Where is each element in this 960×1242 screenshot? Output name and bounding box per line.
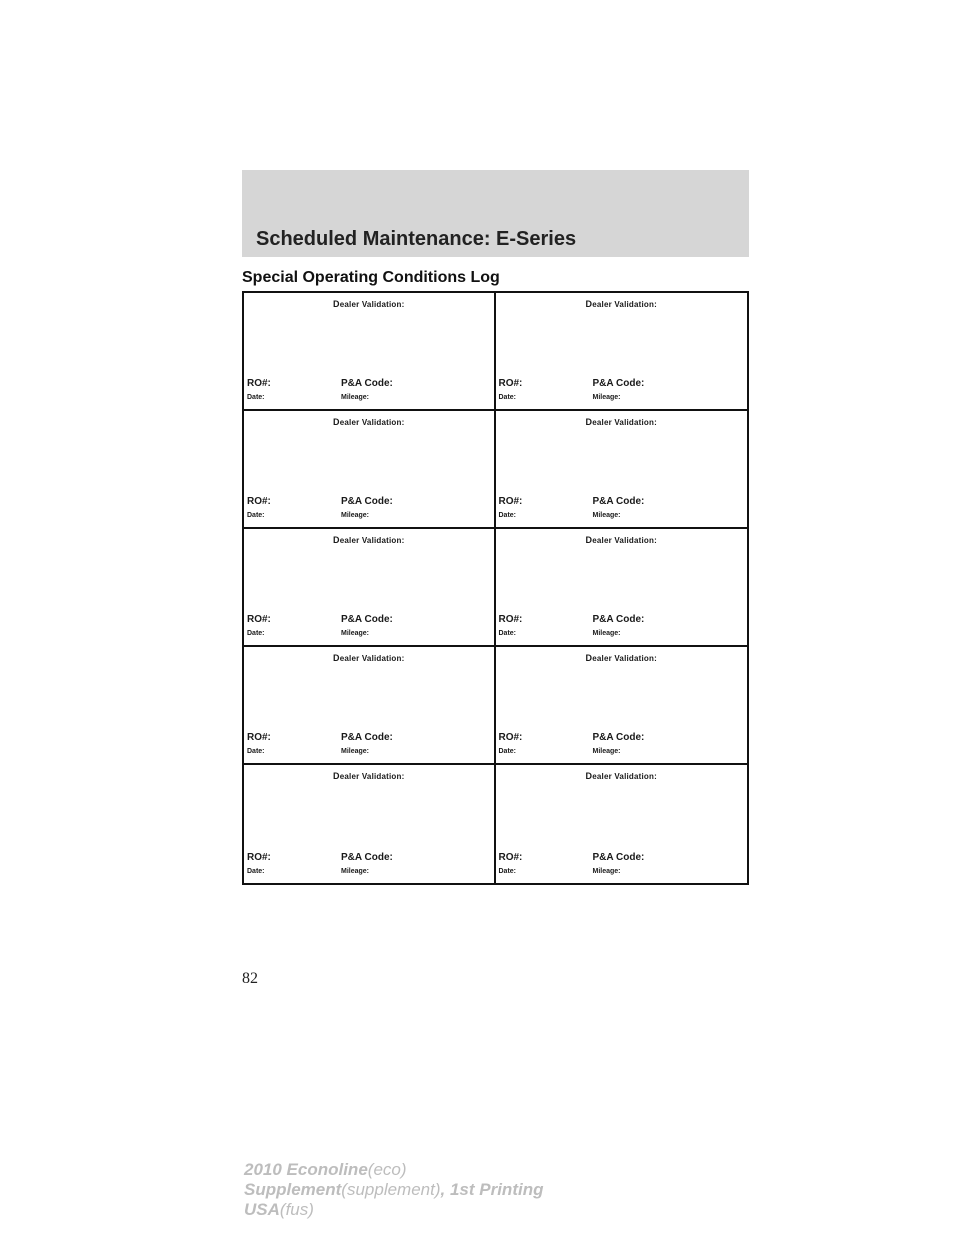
mileage-label: Mileage: — [341, 748, 370, 755]
pa-code-label: P&A Code: — [592, 378, 645, 389]
log-entry — [244, 411, 496, 529]
page-number: 82 — [242, 970, 258, 987]
dealer-validation-label: Dealer Validation: — [333, 299, 405, 309]
ro-label: RO#: — [247, 852, 271, 863]
footer-doc-code: (supplement) — [341, 1180, 441, 1199]
log-entry — [244, 293, 496, 411]
log-entry — [496, 293, 748, 411]
footer-market: USA — [244, 1200, 280, 1219]
footer-printing: , 1st Printing — [440, 1180, 544, 1199]
mileage-label: Mileage: — [341, 512, 370, 519]
ro-label: RO#: — [498, 496, 523, 507]
pa-code-label: P&A Code: — [341, 378, 393, 389]
pa-code-label: P&A Code: — [592, 496, 645, 507]
dealer-validation-label: Dealer Validation: — [333, 417, 405, 427]
mileage-label: Mileage: — [592, 512, 621, 519]
log-entry — [244, 765, 496, 883]
conditions-log-table — [242, 291, 749, 885]
pa-code-label: P&A Code: — [592, 732, 645, 743]
ro-label: RO#: — [498, 852, 523, 863]
date-label: Date: — [247, 394, 265, 401]
pa-code-label: P&A Code: — [592, 614, 645, 625]
pa-code-label: P&A Code: — [592, 852, 645, 863]
ro-label: RO#: — [498, 614, 523, 625]
ro-label: RO#: — [247, 614, 271, 625]
log-entry — [496, 529, 748, 647]
dealer-validation-label: Dealer Validation: — [585, 771, 657, 781]
mileage-label: Mileage: — [341, 868, 370, 875]
ro-label: RO#: — [247, 732, 271, 743]
pa-code-label: P&A Code: — [341, 614, 393, 625]
date-label: Date: — [247, 630, 265, 637]
ro-label: RO#: — [247, 496, 271, 507]
footer-model-code: (eco) — [367, 1160, 407, 1179]
log-entry — [244, 647, 496, 765]
date-label: Date: — [498, 512, 517, 519]
dealer-validation-label: Dealer Validation: — [333, 535, 405, 545]
pa-code-label: P&A Code: — [341, 496, 393, 507]
dealer-validation-label: Dealer Validation: — [585, 299, 657, 309]
ro-label: RO#: — [498, 732, 523, 743]
page-header-title: Scheduled Maintenance: E-Series — [256, 228, 577, 250]
mileage-label: Mileage: — [592, 630, 621, 637]
footer-print-info — [244, 1160, 543, 1220]
dealer-validation-label: Dealer Validation: — [333, 771, 405, 781]
dealer-validation-label: Dealer Validation: — [333, 653, 405, 663]
date-label: Date: — [247, 512, 265, 519]
mileage-label: Mileage: — [592, 748, 621, 755]
mileage-label: Mileage: — [592, 868, 621, 875]
date-label: Date: — [247, 748, 265, 755]
mileage-label: Mileage: — [592, 394, 621, 401]
log-entry — [496, 765, 748, 883]
dealer-validation-label: Dealer Validation: — [585, 417, 657, 427]
dealer-validation-label: Dealer Validation: — [585, 653, 657, 663]
dealer-validation-label: Dealer Validation: — [585, 535, 657, 545]
date-label: Date: — [247, 868, 265, 875]
date-label: Date: — [498, 748, 517, 755]
footer-model: 2010 Econoline — [244, 1160, 368, 1179]
section-title: Special Operating Conditions Log — [242, 269, 500, 286]
pa-code-label: P&A Code: — [341, 852, 393, 863]
ro-label: RO#: — [247, 378, 271, 389]
date-label: Date: — [498, 630, 517, 637]
footer-market-code: (fus) — [279, 1200, 314, 1219]
footer-doc-type: Supplement — [244, 1180, 342, 1199]
log-entry — [244, 529, 496, 647]
ro-label: RO#: — [498, 378, 523, 389]
date-label: Date: — [498, 394, 517, 401]
header-band — [242, 170, 749, 257]
log-entry — [496, 647, 748, 765]
mileage-label: Mileage: — [341, 394, 370, 401]
log-entry — [496, 411, 748, 529]
date-label: Date: — [498, 868, 517, 875]
pa-code-label: P&A Code: — [341, 732, 393, 743]
mileage-label: Mileage: — [341, 630, 370, 637]
